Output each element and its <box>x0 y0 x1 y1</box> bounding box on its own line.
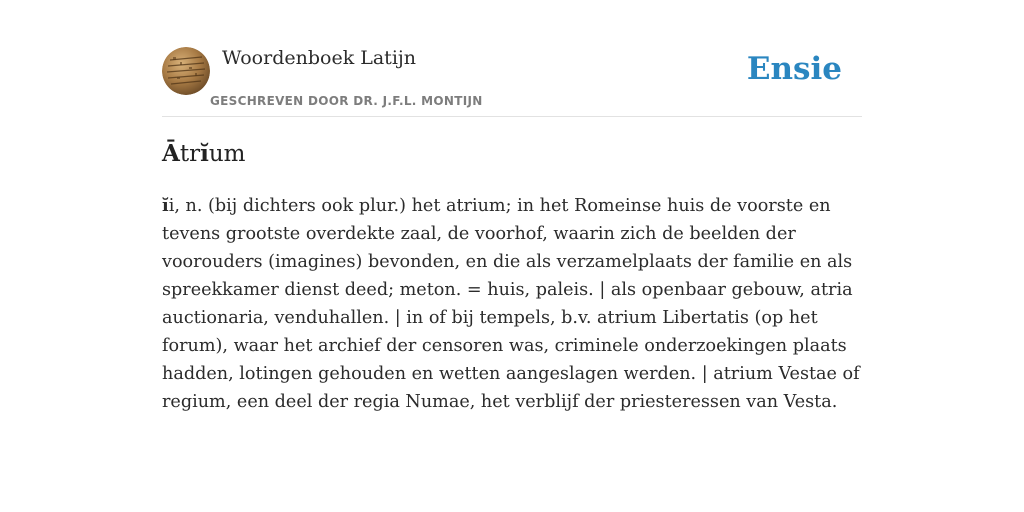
entry-title-part: tr <box>179 141 201 167</box>
source-avatar[interactable] <box>162 47 210 95</box>
definition-body: i, n. (bij dichters ook plur.) het atrium; in het Romeinse huis de voorste en tevens grootste overdekte zaal, de voorhof, waarin zich de beelden der voorouders (imagines) bevonden, en die als verzamelplaats der familie en als spreekkamer dienst deed; meton. = huis, paleis. | als openbaar gebouw, atria auctionaria, venduhallen. | in of bij tempels, b.v. atrium Libertatis (op het forum), waar het archief der censoren was, criminele onderzoekingen plaats hadden, lotingen gehouden en wetten aangeslagen werden. | atrium Vestae of regium, een deel der regia Numae, het verblijf der priesteressen van Vesta. <box>162 196 860 412</box>
bronze-inscription-tablet-icon <box>162 47 210 95</box>
author-byline: GESCHREVEN DOOR DR. J.F.L. MONTIJN <box>210 94 483 108</box>
entry-title-part: ĭ <box>200 140 209 167</box>
definition-lead: ĭ <box>162 195 169 216</box>
source-title-link[interactable]: Woordenboek Latijn <box>222 47 417 69</box>
page <box>162 0 862 512</box>
entry-title <box>162 138 245 170</box>
source-header <box>162 46 862 117</box>
entry-title-part: um <box>208 141 246 167</box>
entry-definition <box>162 192 862 416</box>
entry-title-part: Ā <box>162 140 180 167</box>
ensie-logo-link[interactable]: Ensie <box>746 51 842 87</box>
